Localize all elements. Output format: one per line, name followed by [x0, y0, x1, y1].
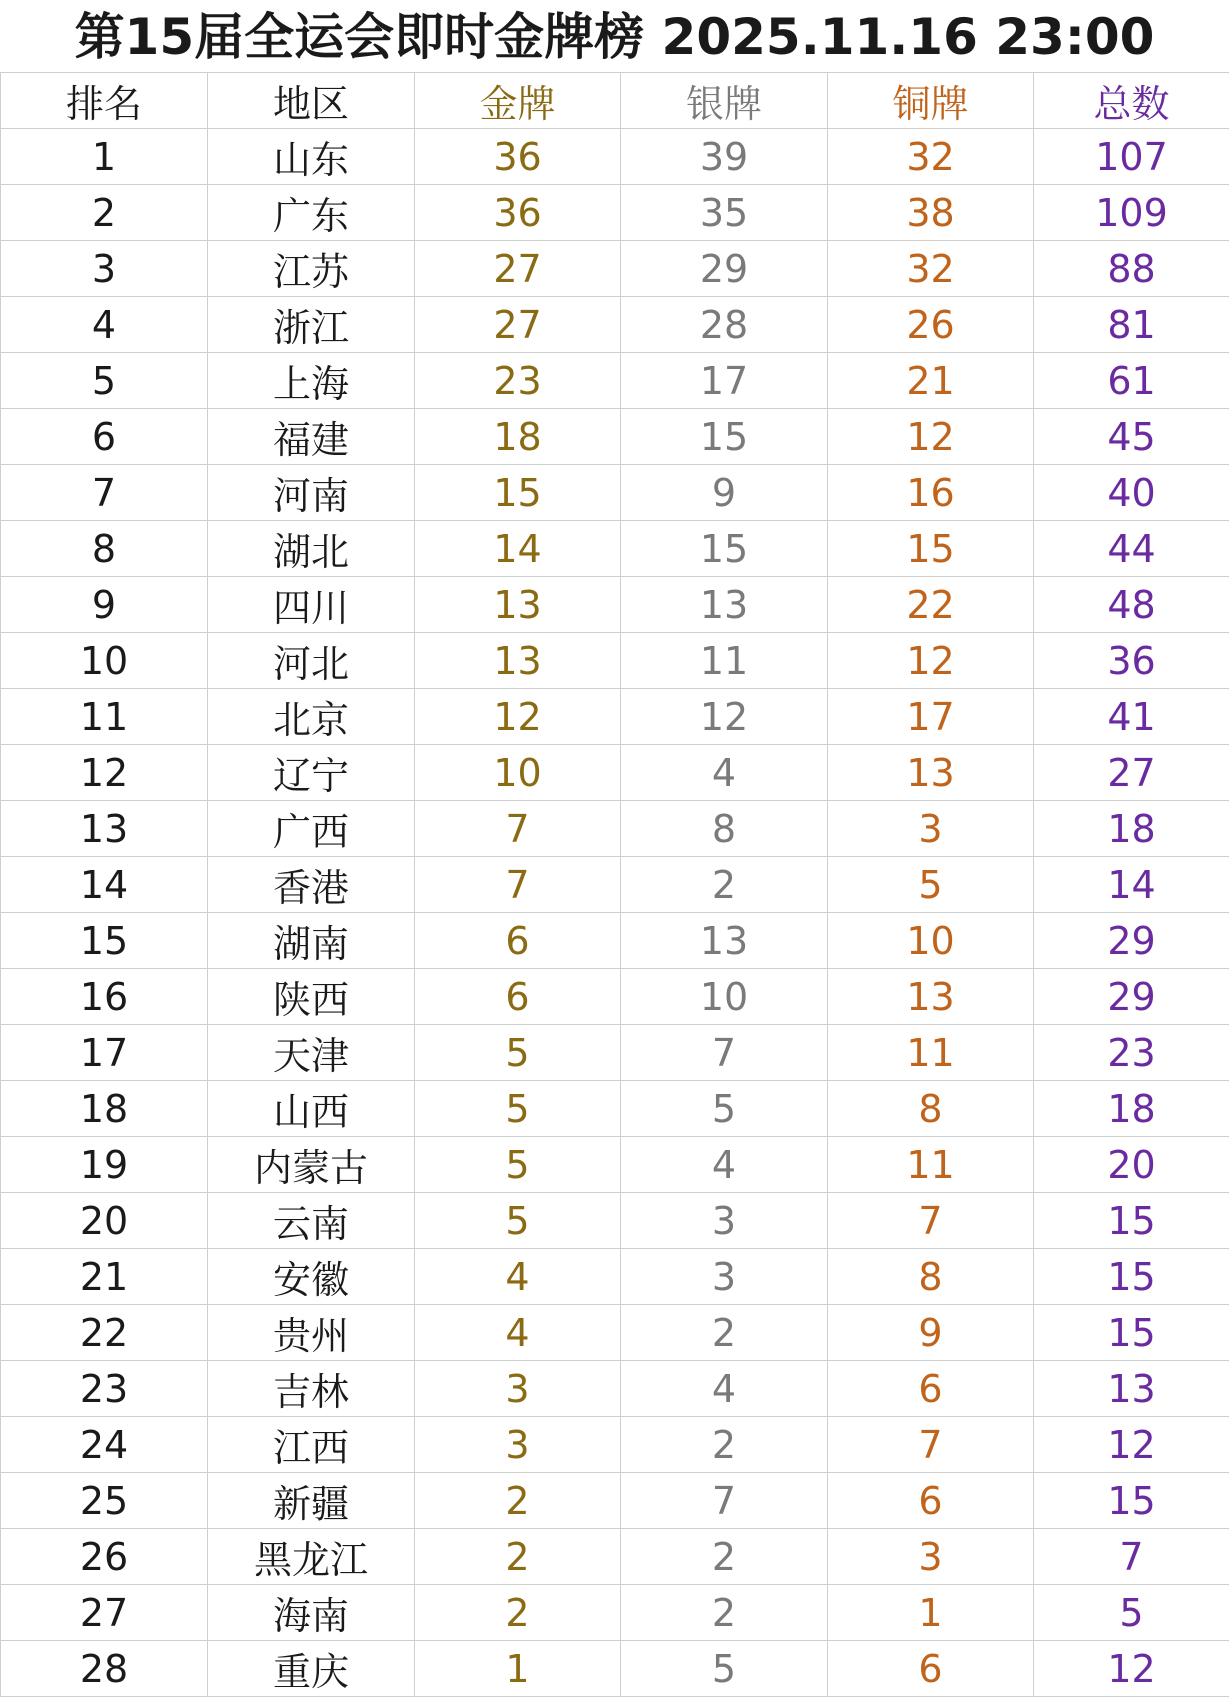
- table-row: [1, 241, 1229, 297]
- cell-bronze: 10: [828, 913, 1034, 969]
- cell-total: 45: [1034, 409, 1229, 465]
- cell-rank: 1: [1, 129, 208, 185]
- cell-bronze: 12: [828, 633, 1034, 689]
- cell-bronze: 11: [828, 1137, 1034, 1193]
- cell-region: 黑龙江: [208, 1529, 415, 1585]
- cell-bronze: 7: [828, 1417, 1034, 1473]
- table-row: [1, 633, 1229, 689]
- cell-rank: 9: [1, 577, 208, 633]
- cell-bronze: 13: [828, 969, 1034, 1025]
- cell-rank: 18: [1, 1081, 208, 1137]
- table-row: [1, 801, 1229, 857]
- cell-silver: 5: [621, 1641, 828, 1697]
- cell-gold: 2: [415, 1529, 621, 1585]
- cell-total: 13: [1034, 1361, 1229, 1417]
- cell-gold: 6: [415, 969, 621, 1025]
- cell-silver: 13: [621, 913, 828, 969]
- cell-rank: 20: [1, 1193, 208, 1249]
- cell-silver: 2: [621, 1417, 828, 1473]
- cell-region: 海南: [208, 1585, 415, 1641]
- cell-rank: 11: [1, 689, 208, 745]
- cell-gold: 2: [415, 1585, 621, 1641]
- table-row: [1, 969, 1229, 1025]
- cell-rank: 5: [1, 353, 208, 409]
- table-row: [1, 1529, 1229, 1585]
- cell-gold: 5: [415, 1081, 621, 1137]
- cell-bronze: 21: [828, 353, 1034, 409]
- cell-silver: 12: [621, 689, 828, 745]
- cell-bronze: 13: [828, 745, 1034, 801]
- cell-silver: 4: [621, 1361, 828, 1417]
- cell-gold: 3: [415, 1417, 621, 1473]
- cell-region: 广西: [208, 801, 415, 857]
- cell-rank: 22: [1, 1305, 208, 1361]
- cell-gold: 27: [415, 297, 621, 353]
- cell-total: 18: [1034, 1081, 1229, 1137]
- table-row: [1, 1193, 1229, 1249]
- header-gold: 金牌: [415, 73, 621, 129]
- cell-region: 辽宁: [208, 745, 415, 801]
- cell-region: 贵州: [208, 1305, 415, 1361]
- cell-bronze: 32: [828, 129, 1034, 185]
- cell-region: 吉林: [208, 1361, 415, 1417]
- cell-bronze: 5: [828, 857, 1034, 913]
- cell-total: 40: [1034, 465, 1229, 521]
- cell-gold: 5: [415, 1193, 621, 1249]
- cell-total: 29: [1034, 913, 1229, 969]
- cell-region: 河北: [208, 633, 415, 689]
- cell-silver: 2: [621, 1585, 828, 1641]
- cell-silver: 7: [621, 1025, 828, 1081]
- cell-bronze: 3: [828, 1529, 1034, 1585]
- cell-rank: 8: [1, 521, 208, 577]
- table-row: [1, 521, 1229, 577]
- cell-rank: 3: [1, 241, 208, 297]
- cell-silver: 29: [621, 241, 828, 297]
- cell-total: 27: [1034, 745, 1229, 801]
- cell-region: 广东: [208, 185, 415, 241]
- table-row: [1, 577, 1229, 633]
- cell-total: 23: [1034, 1025, 1229, 1081]
- cell-silver: 13: [621, 577, 828, 633]
- table-row: [1, 1249, 1229, 1305]
- cell-total: 48: [1034, 577, 1229, 633]
- cell-rank: 27: [1, 1585, 208, 1641]
- cell-region: 四川: [208, 577, 415, 633]
- table-row: [1, 1641, 1229, 1697]
- cell-bronze: 11: [828, 1025, 1034, 1081]
- cell-bronze: 8: [828, 1081, 1034, 1137]
- table-row: [1, 1585, 1229, 1641]
- cell-rank: 16: [1, 969, 208, 1025]
- cell-bronze: 17: [828, 689, 1034, 745]
- header-region: 地区: [208, 73, 415, 129]
- cell-total: 15: [1034, 1193, 1229, 1249]
- cell-gold: 18: [415, 409, 621, 465]
- cell-bronze: 12: [828, 409, 1034, 465]
- cell-region: 香港: [208, 857, 415, 913]
- cell-region: 陕西: [208, 969, 415, 1025]
- table-row: [1, 913, 1229, 969]
- cell-bronze: 6: [828, 1641, 1034, 1697]
- cell-silver: 5: [621, 1081, 828, 1137]
- table-row: [1, 353, 1229, 409]
- cell-total: 14: [1034, 857, 1229, 913]
- cell-rank: 23: [1, 1361, 208, 1417]
- cell-gold: 6: [415, 913, 621, 969]
- cell-silver: 15: [621, 521, 828, 577]
- cell-rank: 28: [1, 1641, 208, 1697]
- header-total: 总数: [1034, 73, 1229, 129]
- cell-region: 天津: [208, 1025, 415, 1081]
- header-silver: 银牌: [621, 73, 828, 129]
- table-row: [1, 689, 1229, 745]
- cell-bronze: 26: [828, 297, 1034, 353]
- cell-gold: 13: [415, 577, 621, 633]
- cell-region: 江西: [208, 1417, 415, 1473]
- header-bronze: 铜牌: [828, 73, 1034, 129]
- cell-gold: 5: [415, 1137, 621, 1193]
- cell-total: 7: [1034, 1529, 1229, 1585]
- cell-total: 107: [1034, 129, 1229, 185]
- table-row: [1, 1081, 1229, 1137]
- cell-silver: 2: [621, 1305, 828, 1361]
- cell-bronze: 9: [828, 1305, 1034, 1361]
- cell-silver: 35: [621, 185, 828, 241]
- cell-region: 河南: [208, 465, 415, 521]
- header-rank: 排名: [1, 73, 208, 129]
- table-row: [1, 857, 1229, 913]
- cell-bronze: 1: [828, 1585, 1034, 1641]
- cell-region: 湖南: [208, 913, 415, 969]
- cell-total: 61: [1034, 353, 1229, 409]
- cell-gold: 10: [415, 745, 621, 801]
- cell-gold: 13: [415, 633, 621, 689]
- cell-rank: 10: [1, 633, 208, 689]
- cell-rank: 21: [1, 1249, 208, 1305]
- cell-total: 15: [1034, 1249, 1229, 1305]
- cell-rank: 6: [1, 409, 208, 465]
- cell-bronze: 6: [828, 1473, 1034, 1529]
- cell-bronze: 15: [828, 521, 1034, 577]
- cell-gold: 15: [415, 465, 621, 521]
- cell-bronze: 22: [828, 577, 1034, 633]
- table-row: [1, 1025, 1229, 1081]
- cell-silver: 39: [621, 129, 828, 185]
- medal-table: [0, 72, 1229, 1697]
- table-row: [1, 465, 1229, 521]
- cell-total: 12: [1034, 1417, 1229, 1473]
- table-row: [1, 409, 1229, 465]
- cell-rank: 15: [1, 913, 208, 969]
- cell-gold: 1: [415, 1641, 621, 1697]
- cell-rank: 4: [1, 297, 208, 353]
- cell-bronze: 16: [828, 465, 1034, 521]
- cell-region: 山东: [208, 129, 415, 185]
- cell-gold: 12: [415, 689, 621, 745]
- cell-rank: 13: [1, 801, 208, 857]
- cell-total: 18: [1034, 801, 1229, 857]
- table-row: [1, 297, 1229, 353]
- cell-gold: 2: [415, 1473, 621, 1529]
- table-row: [1, 1361, 1229, 1417]
- cell-gold: 4: [415, 1249, 621, 1305]
- cell-rank: 2: [1, 185, 208, 241]
- cell-total: 15: [1034, 1305, 1229, 1361]
- table-row: [1, 129, 1229, 185]
- cell-gold: 4: [415, 1305, 621, 1361]
- table-row: [1, 1473, 1229, 1529]
- cell-gold: 36: [415, 185, 621, 241]
- cell-rank: 14: [1, 857, 208, 913]
- cell-total: 41: [1034, 689, 1229, 745]
- cell-silver: 7: [621, 1473, 828, 1529]
- cell-gold: 7: [415, 801, 621, 857]
- cell-rank: 12: [1, 745, 208, 801]
- cell-silver: 17: [621, 353, 828, 409]
- cell-region: 内蒙古: [208, 1137, 415, 1193]
- cell-region: 安徽: [208, 1249, 415, 1305]
- cell-rank: 26: [1, 1529, 208, 1585]
- cell-region: 福建: [208, 409, 415, 465]
- cell-total: 36: [1034, 633, 1229, 689]
- cell-silver: 15: [621, 409, 828, 465]
- table-row: [1, 745, 1229, 801]
- cell-gold: 3: [415, 1361, 621, 1417]
- cell-region: 浙江: [208, 297, 415, 353]
- cell-total: 20: [1034, 1137, 1229, 1193]
- cell-region: 北京: [208, 689, 415, 745]
- cell-total: 88: [1034, 241, 1229, 297]
- cell-bronze: 38: [828, 185, 1034, 241]
- table-row: [1, 185, 1229, 241]
- cell-silver: 28: [621, 297, 828, 353]
- cell-total: 109: [1034, 185, 1229, 241]
- cell-silver: 4: [621, 745, 828, 801]
- cell-region: 江苏: [208, 241, 415, 297]
- cell-bronze: 8: [828, 1249, 1034, 1305]
- cell-silver: 9: [621, 465, 828, 521]
- cell-total: 81: [1034, 297, 1229, 353]
- cell-bronze: 3: [828, 801, 1034, 857]
- cell-rank: 25: [1, 1473, 208, 1529]
- cell-region: 云南: [208, 1193, 415, 1249]
- page-title: 第15届全运会即时金牌榜 2025.11.16 23:00: [74, 8, 1155, 66]
- cell-silver: 10: [621, 969, 828, 1025]
- cell-gold: 36: [415, 129, 621, 185]
- cell-region: 上海: [208, 353, 415, 409]
- cell-total: 5: [1034, 1585, 1229, 1641]
- cell-bronze: 32: [828, 241, 1034, 297]
- table-row: [1, 1305, 1229, 1361]
- cell-gold: 5: [415, 1025, 621, 1081]
- cell-total: 44: [1034, 521, 1229, 577]
- cell-rank: 24: [1, 1417, 208, 1473]
- table-row: [1, 1417, 1229, 1473]
- table-body: [1, 129, 1229, 1697]
- cell-silver: 3: [621, 1193, 828, 1249]
- table-row: [1, 1137, 1229, 1193]
- cell-region: 重庆: [208, 1641, 415, 1697]
- cell-rank: 17: [1, 1025, 208, 1081]
- cell-rank: 7: [1, 465, 208, 521]
- cell-total: 29: [1034, 969, 1229, 1025]
- cell-bronze: 7: [828, 1193, 1034, 1249]
- cell-total: 15: [1034, 1473, 1229, 1529]
- cell-gold: 14: [415, 521, 621, 577]
- cell-bronze: 6: [828, 1361, 1034, 1417]
- header-row: [1, 73, 1229, 129]
- cell-region: 新疆: [208, 1473, 415, 1529]
- cell-silver: 11: [621, 633, 828, 689]
- cell-silver: 3: [621, 1249, 828, 1305]
- cell-total: 12: [1034, 1641, 1229, 1697]
- cell-silver: 2: [621, 1529, 828, 1585]
- cell-region: 山西: [208, 1081, 415, 1137]
- cell-silver: 2: [621, 857, 828, 913]
- cell-gold: 7: [415, 857, 621, 913]
- cell-silver: 4: [621, 1137, 828, 1193]
- cell-region: 湖北: [208, 521, 415, 577]
- cell-silver: 8: [621, 801, 828, 857]
- cell-gold: 23: [415, 353, 621, 409]
- cell-rank: 19: [1, 1137, 208, 1193]
- cell-gold: 27: [415, 241, 621, 297]
